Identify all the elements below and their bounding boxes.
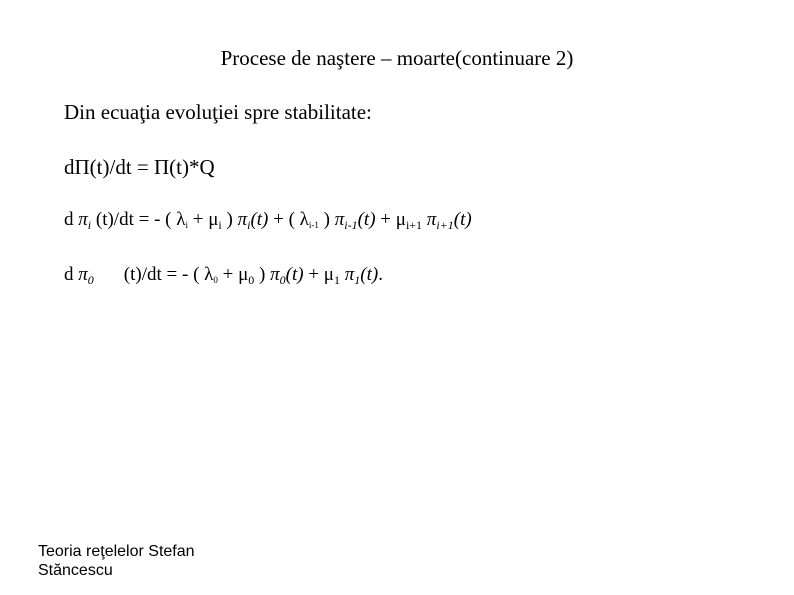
matrix-equation: dΠ(t)/dt = Π(t)*Q	[64, 155, 215, 179]
eq-time: (t)	[357, 209, 376, 230]
eq-time: (t)	[360, 264, 379, 285]
mu-symbol: μ	[208, 209, 219, 230]
footer-line: Teoria reţelelor Stefan	[38, 543, 195, 560]
birth-death-equation-0	[64, 264, 383, 288]
eq-text: .	[378, 264, 383, 285]
eq-text: d	[64, 209, 79, 230]
eq-text: d	[64, 264, 79, 285]
pi-symbol: π	[78, 209, 88, 230]
subscript: 0	[248, 273, 255, 287]
eq-text: +	[217, 264, 239, 285]
pi-symbol: π	[270, 264, 280, 285]
subscript: 1	[333, 273, 340, 287]
subscript: i+1	[405, 218, 423, 232]
eq-time: (t)	[453, 209, 472, 230]
eq-text: +	[375, 209, 396, 230]
subscript: i	[247, 218, 251, 232]
eq-text: (t)/dt = - (	[91, 209, 177, 230]
footer-line: Stăncescu	[38, 562, 113, 579]
pi-symbol: π	[334, 209, 345, 230]
eq-time: (t)	[250, 209, 269, 230]
intro-text: Din ecuaţia evoluţiei spre stabilitate:	[64, 100, 372, 124]
eq-text: +	[303, 264, 324, 285]
mu-symbol: μ	[323, 264, 334, 285]
mu-symbol: μ	[395, 209, 406, 230]
birth-death-equation-i	[64, 209, 472, 233]
subscript: 0	[279, 273, 286, 287]
pi-symbol: π	[344, 264, 355, 285]
subscript: i+1	[436, 218, 454, 232]
subscript: i	[218, 218, 222, 232]
lambda-symbol: λ	[204, 264, 214, 285]
eq-text: )	[221, 209, 238, 230]
eq-text: (t)/dt = - (	[123, 264, 205, 285]
pi-symbol: π	[426, 209, 437, 230]
lambda-symbol: λ	[176, 209, 186, 230]
pi-symbol: π	[78, 264, 88, 285]
pi-symbol: π	[237, 209, 248, 230]
eq-text: +	[187, 209, 209, 230]
footer-author	[38, 542, 195, 580]
mu-symbol: μ	[238, 264, 249, 285]
subscript: i	[185, 220, 188, 230]
subscript: i-1	[344, 218, 358, 232]
subscript: i	[87, 218, 92, 232]
slide-title: Procese de naştere – moarte(continuare 2)	[220, 46, 574, 70]
lambda-symbol: λ	[299, 209, 309, 230]
subscript: i-1	[308, 220, 319, 230]
subscript: 1	[354, 273, 361, 287]
eq-text: )	[254, 264, 271, 285]
eq-text: + (	[268, 209, 300, 230]
eq-text: )	[318, 209, 335, 230]
subscript: 0	[87, 273, 94, 287]
eq-time: (t)	[285, 264, 304, 285]
subscript: 0	[213, 275, 218, 285]
